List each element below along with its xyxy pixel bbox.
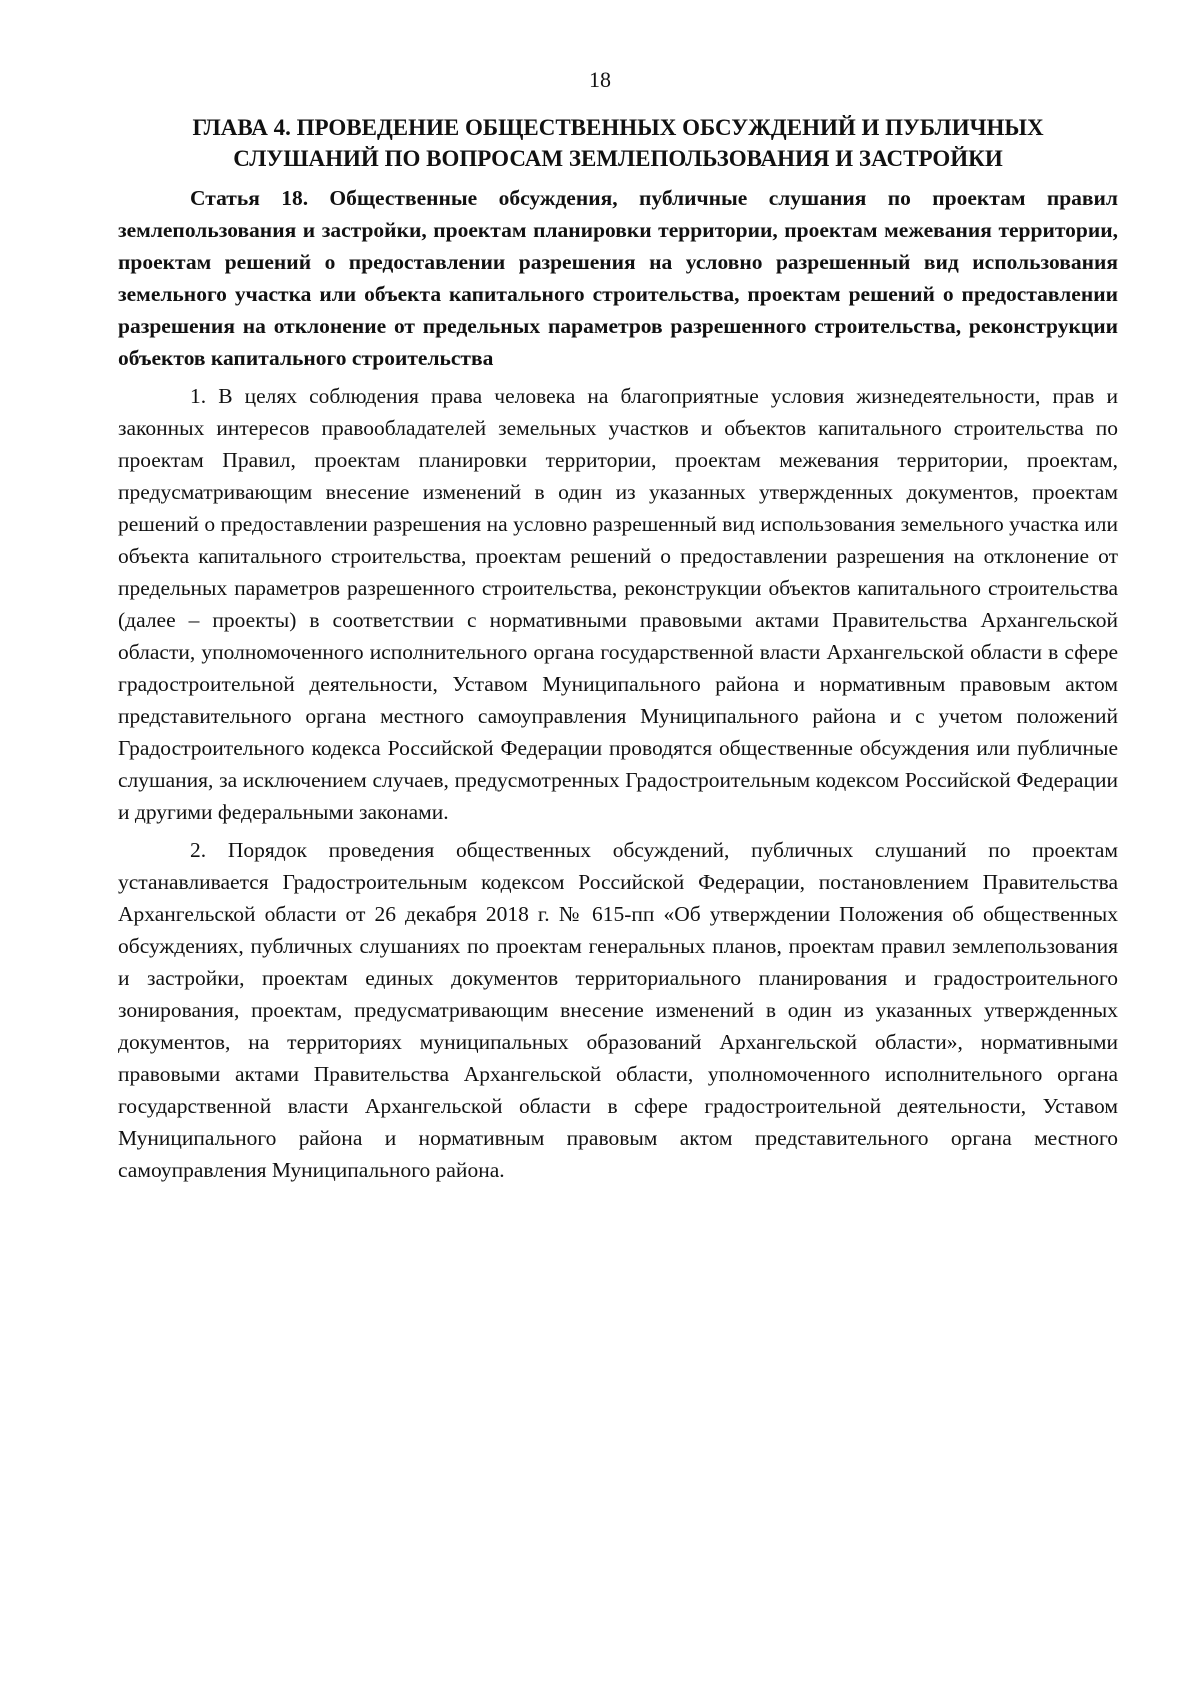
article-paragraph-1: 1. В целях соблюдения права человека на благоприятные условия жизнедеятельности, прав и законных интересов правообладателей земельных участков и объектов капитального строительства по проектам Правил, проектам планировки территории, проектам межевания территории, проектам, предусматривающим внесение изменений в один из указанных утвержденных документов, проектам решений о предоставлении разрешения на условно разрешенный вид использования земельного участка или объекта капитального строительства, проектам решений о предоставлении разрешения на отклонение от предельных параметров разрешенного строительства, реконструкции объектов капитального строительства (далее – проекты) в соответствии с нормативными правовыми актами Правительства Архангельской области, уполномоченного исполнительного органа государственной власти Архангельской области в сфере градостроительной деятельности, Уставом Муниципального района и нормативным правовым актом представительного органа местного самоуправления Муниципального района и с учетом положений Градостроительного кодекса Российской Федерации проводятся общественные обсуждения или публичные слушания, за исключением случаев, предусмотренных Градостроительным кодексом Российской Федерации и другими федеральными законами.	[118, 384, 1118, 824]
article-paragraph-2: 2. Порядок проведения общественных обсуждений, публичных слушаний по проектам устанавливается Градостроительным кодексом Российской Федерации, постановлением Правительства Архангельской области от 26 декабря 2018 г. № 615-пп «Об утверждении Положения об общественных обсуждениях, публичных слушаниях по проектам генеральных планов, проектам правил землепользования и застройки, проектам единых документов территориального планирования и градостроительного зонирования, проектам, предусматривающим внесение изменений в один из указанных утвержденных документов, на территориях муниципальных образований Архангельской области», нормативными правовыми актами Правительства Архангельской области, уполномоченного исполнительного органа государственной власти Архангельской области в сфере градостроительной деятельности, Уставом Муниципального района и нормативным правовым актом представительного органа местного самоуправления Муниципального района.	[118, 838, 1118, 1182]
article-title: Статья 18. Общественные обсуждения, публичные слушания по проектам правил землепользования и застройки, проектам планировки территории, проектам межевания территории, проектам решений о предоставлении разрешения на условно разрешенный вид использования земельного участка или объекта капитального строительства, проектам решений о предоставлении разрешения на отклонение от предельных параметров разрешенного строительства, реконструкции объектов капитального строительства	[118, 186, 1118, 370]
page-number: 18	[589, 67, 611, 92]
document-content	[118, 112, 1118, 1186]
chapter-title: ГЛАВА 4. ПРОВЕДЕНИЕ ОБЩЕСТВЕННЫХ ОБСУЖДЕНИЙ И ПУБЛИЧНЫХ СЛУШАНИЙ ПО ВОПРОСАМ ЗЕМЛЕПОЛЬЗОВАНИЯ И ЗАСТРОЙКИ	[192, 115, 1044, 171]
